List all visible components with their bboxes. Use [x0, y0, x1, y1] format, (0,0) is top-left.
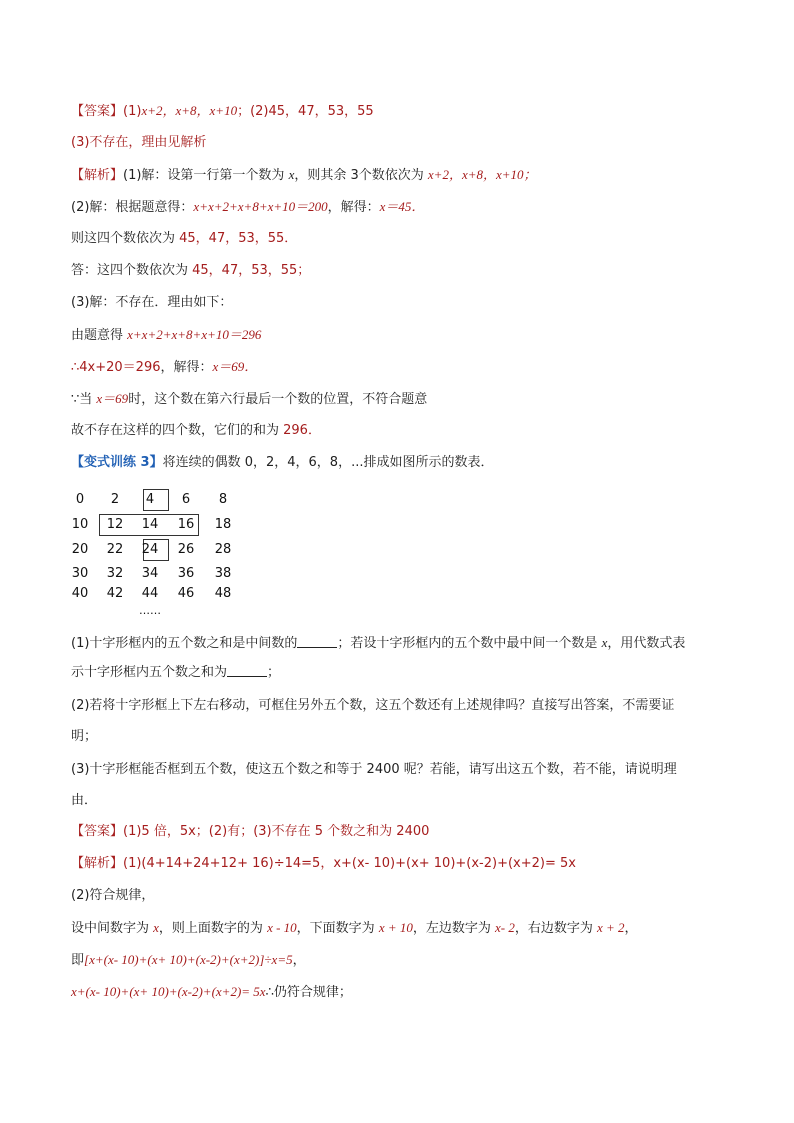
question-3-line-2: 由． — [71, 793, 98, 808]
table-cell: 30 — [71, 566, 89, 581]
q1-text-e: ； — [267, 665, 281, 680]
table-ellipsis: …… — [139, 604, 161, 617]
answer-line-1 — [71, 102, 374, 121]
analysis-l3-nums: 45，47，53，55． — [179, 231, 298, 246]
analysis-line-9 — [71, 422, 321, 440]
analysis2-line-5 — [71, 983, 352, 1002]
a2-l5-a: x+(x- 10)+(x+ 10)+(x-2)+(x+2)= 5x — [71, 984, 266, 999]
analysis-l7-math: x＝69． — [212, 359, 258, 374]
table-cell: 12 — [106, 517, 124, 532]
table-cell: 28 — [214, 542, 232, 557]
analysis-l8-text2: 时，这个数在第六行最后一个数的位置，不符合题意 — [128, 392, 428, 407]
table-cell: 6 — [181, 492, 191, 507]
a2-l3-i: ，右边数字为 — [514, 921, 597, 936]
q1-blank-1 — [297, 635, 337, 648]
table-cell: 36 — [177, 566, 195, 581]
table-cell: 40 — [71, 586, 89, 601]
answer-part2-nums: 45，47，53，55 — [268, 104, 374, 119]
analysis-l4-text: 答：这四个数依次为 — [71, 263, 193, 278]
analysis2-line-4 — [71, 951, 306, 970]
a2-l3-e: ，下面数字为 — [296, 921, 379, 936]
a2-l3-h: x- 2 — [495, 920, 515, 935]
answer-line-2: (3)不存在，理由见解析 — [71, 135, 207, 150]
analysis-l7-text2: ，解得： — [160, 360, 213, 375]
analysis-line-8 — [71, 390, 427, 409]
analysis-l8-math: x＝69 — [96, 391, 129, 406]
variant-line — [71, 454, 493, 472]
table-cell: 4 — [145, 492, 155, 507]
variant-text: 将连续的偶数 0，2，4，6，8，...排成如图所示的数表． — [162, 455, 494, 470]
a2-l4-b: [x+(x- 10)+(x+ 10)+(x-2)+(x+2)]÷x=5 — [84, 952, 293, 967]
question-3-line-1: (3)十字形框能否框到五个数，使这五个数之和等于 2400 呢？若能，请写出这五个数，若不能，请说明理 — [71, 762, 677, 777]
q1-text-d: 示十字形框内五个数之和为 — [71, 665, 228, 680]
answer-part1-prefix: (1) — [123, 104, 142, 119]
answer2-line — [71, 823, 429, 841]
table-cell: 44 — [141, 586, 159, 601]
analysis-l4-nums: 45，47，53，55； — [192, 263, 311, 278]
table-cell: 48 — [214, 586, 232, 601]
analysis-l2-text: (2)解：根据题意得： — [71, 200, 194, 215]
a2-l3-j: x + 2 — [597, 920, 625, 935]
analysis2-line-3 — [71, 919, 638, 938]
analysis2-line-1 — [71, 855, 576, 873]
q1-text-a: (1)十字形框内的五个数之和是中间数的 — [71, 636, 298, 651]
analysis-l6-math: x+x+2+x+8+x+10＝296 — [127, 327, 262, 342]
table-cell: 14 — [141, 517, 159, 532]
table-cell: 10 — [71, 517, 89, 532]
table-cell: 46 — [177, 586, 195, 601]
q1-blank-2 — [227, 664, 267, 677]
question-2-line-1: (2)若将十字形框上下左右移动，可框住另外五个数，这五个数还有上述规律吗？直接写出答案，不需要证 — [71, 698, 675, 713]
table-cell: 42 — [106, 586, 124, 601]
answer-tag: 【答案】 — [71, 104, 124, 119]
table-cell: 2 — [110, 492, 120, 507]
analysis-line-5: (3)解：不存在．理由如下： — [71, 295, 233, 310]
analysis-line-7 — [71, 358, 257, 377]
analysis2-line-2: (2)符合规律， — [71, 888, 155, 903]
answer-sep: ；(2) — [237, 104, 269, 119]
table-cell: 18 — [214, 517, 232, 532]
a2-l3-k: ， — [624, 921, 638, 936]
q1-text-b: ；若设十字形框内的五个数中最中间一个数是 — [337, 636, 602, 651]
table-cell: 20 — [71, 542, 89, 557]
analysis-line-4 — [71, 262, 310, 280]
analysis-l3-text: 则这四个数依次为 — [71, 231, 180, 246]
table-cell: 0 — [75, 492, 85, 507]
a2-l3-d: x - 10 — [267, 920, 297, 935]
analysis-line-3 — [71, 230, 297, 248]
a2-l3-a: 设中间数字为 — [71, 921, 154, 936]
question-1-line-2 — [71, 664, 280, 682]
a2-l5-b: ∴仍符合规律； — [265, 985, 352, 1000]
table-cell: 38 — [214, 566, 232, 581]
analysis-l2-text2: ，解得： — [327, 200, 380, 215]
question-1-line-1 — [71, 634, 685, 653]
table-cell: 8 — [218, 492, 228, 507]
analysis-line-6 — [71, 326, 261, 345]
analysis-l1-text: (1)解：设第一行第一个数为 — [123, 168, 289, 183]
analysis-tag: 【解析】 — [71, 168, 124, 183]
a2-l3-c: ，则上面数字的为 — [158, 921, 268, 936]
analysis2-l1: (1)(4+14+24+12+ 16)÷14=5，x+(x- 10)+(x+ 10)+(x-2)+(x+2)= 5x — [123, 856, 576, 871]
answer2-tag: 【答案】 — [71, 824, 124, 839]
answer-part1-math: x+2，x+8，x+10 — [141, 103, 238, 118]
variant-tag: 【变式训练 3】 — [71, 455, 163, 470]
analysis-l8-text: ∵当 — [71, 392, 97, 407]
analysis-l9-text: 故不存在这样的四个数，它们的和为 — [71, 423, 284, 438]
analysis-l6-text: 由题意得 — [71, 328, 128, 343]
a2-l3-f: x + 10 — [378, 920, 413, 935]
analysis-l9-nums: 296． — [283, 423, 321, 438]
a2-l3-g: ，左边数字为 — [412, 921, 495, 936]
analysis-l1-text2: ，则其余 3个数依次为 — [294, 168, 428, 183]
analysis-l2-math2: x＝45． — [379, 199, 425, 214]
a2-l4-a: 即 — [71, 953, 85, 968]
analysis-l1-math: x+2，x+8，x+10； — [427, 167, 537, 182]
table-cell: 22 — [106, 542, 124, 557]
q1-var: x — [601, 635, 608, 650]
table-cell: 24 — [141, 542, 159, 557]
analysis-l1-var: x — [288, 167, 295, 182]
question-2-line-2: 明； — [71, 729, 98, 744]
number-table — [62, 489, 262, 619]
table-cell: 32 — [106, 566, 124, 581]
table-cell: 26 — [177, 542, 195, 557]
table-cell: 16 — [177, 517, 195, 532]
a2-l4-c: ， — [292, 953, 306, 968]
analysis2-tag: 【解析】 — [71, 856, 124, 871]
analysis-line-2 — [71, 198, 424, 217]
analysis-l7-text: ∴4x+20＝296 — [71, 360, 161, 375]
table-cell: 34 — [141, 566, 159, 581]
q1-text-c: ，用代数式表 — [607, 636, 686, 651]
analysis-l2-math: x+x+2+x+8+x+10＝200 — [193, 199, 328, 214]
a2-l3-b: x — [153, 920, 159, 935]
analysis-line-1 — [71, 166, 537, 185]
answer2-text: (1)5 倍，5x；(2)有；(3)不存在 5 个数之和为 2400 — [123, 824, 430, 839]
